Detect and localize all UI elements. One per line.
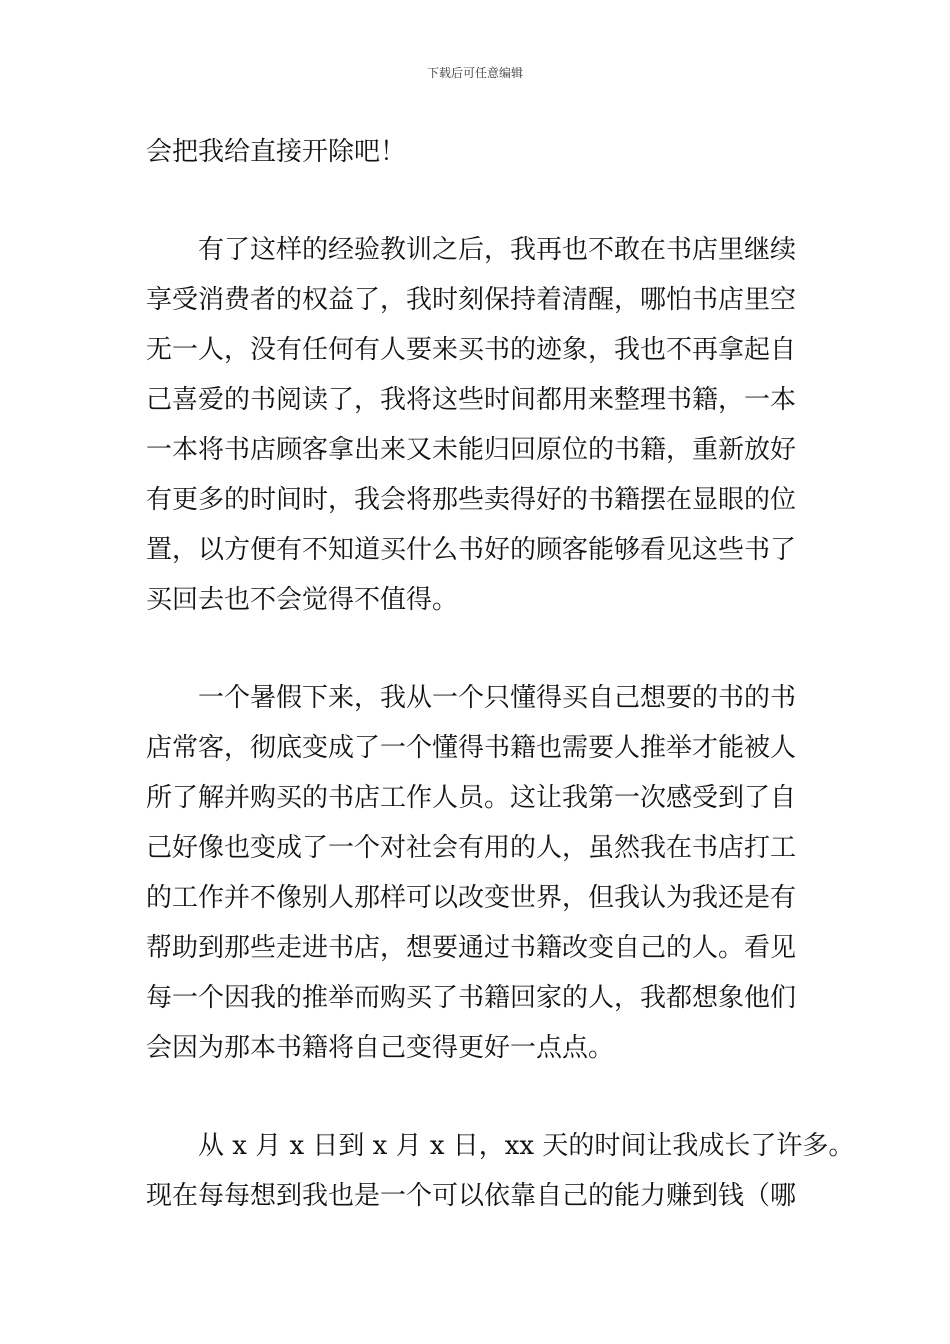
- paragraph-4-line-2: 现在每每想到我也是一个可以依靠自己的能力赚到钱（哪: [146, 1181, 797, 1211]
- paragraph-3-line-1: 一个暑假下来，我从一个只懂得买自己想要的书的书: [198, 683, 797, 713]
- paragraph-3-line-7: 每一个因我的推举而购买了书籍回家的人，我都想象他们: [146, 983, 797, 1013]
- paragraph-2-line-1: 有了这样的经验教训之后，我再也不敢在书店里继续: [198, 235, 797, 265]
- paragraph-1-line-1: 会把我给直接开除吧！: [146, 137, 407, 167]
- page-header: 下载后可任意编辑: [426, 66, 523, 80]
- paragraph-2-line-7: 置，以方便有不知道买什么书好的顾客能够看见这些书了: [146, 535, 797, 565]
- paragraph-2-line-5: 一本将书店顾客拿出来又未能归回原位的书籍，重新放好: [146, 435, 797, 465]
- paragraph-3-line-6: 帮助到那些走进书店，想要通过书籍改变自己的人。看见: [146, 933, 797, 963]
- paragraph-2-line-2: 享受消费者的权益了，我时刻保持着清醒，哪怕书店里空: [146, 285, 797, 315]
- paragraph-2-line-6: 有更多的时间时，我会将那些卖得好的书籍摆在显眼的位: [146, 485, 797, 515]
- paragraph-2-line-8: 买回去也不会觉得不值得。: [146, 585, 459, 615]
- paragraph-2-line-3: 无一人，没有任何有人要来买书的迹象，我也不再拿起自: [146, 335, 797, 365]
- paragraph-2-line-4: 己喜爱的书阅读了，我将这些时间都用来整理书籍，一本: [146, 385, 797, 415]
- paragraph-3-line-5: 的工作并不像别人那样可以改变世界，但我认为我还是有: [146, 883, 797, 913]
- paragraph-3-line-4: 己好像也变成了一个对社会有用的人，虽然我在书店打工: [146, 833, 797, 863]
- paragraph-3-line-8: 会因为那本书籍将自己变得更好一点点。: [146, 1033, 615, 1063]
- paragraph-4-line-1: 从 x 月 x 日到 x 月 x 日，xx 天的时间让我成长了许多。: [198, 1131, 855, 1161]
- paragraph-3-line-3: 所了解并购买的书店工作人员。这让我第一次感受到了自: [146, 783, 797, 813]
- paragraph-3-line-2: 店常客，彻底变成了一个懂得书籍也需要人推举才能被人: [146, 733, 797, 763]
